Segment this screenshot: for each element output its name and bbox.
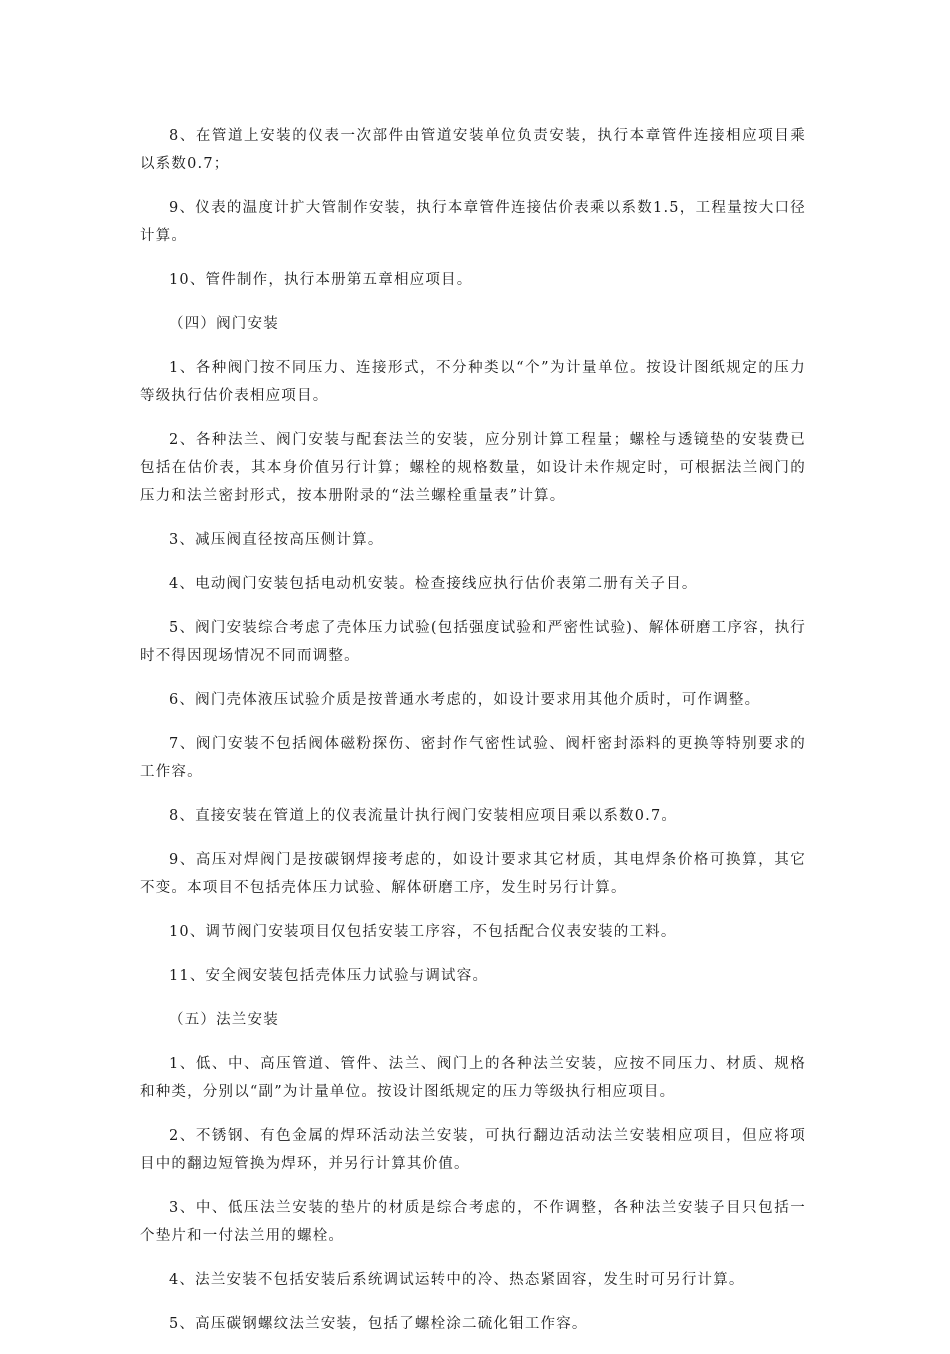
paragraph-5-1: 1、低、中、高压管道、管件、法兰、阀门上的各种法兰安装，应按不同压力、材质、规格和种类，分别以“副”为计量单位。按设计图纸规定的压力等级执行相应项目。 (140, 1056, 806, 1100)
paragraph-5-2: 2、不锈钢、有色金属的焊环活动法兰安装，可执行翻边活动法兰安装相应项目，但应将项目中的翻边短管换为焊环，并另行计算其价值。 (140, 1128, 806, 1172)
paragraph-4-11: 11、安全阀安装包括壳体压力试验与调试容。 (169, 968, 489, 984)
document-body (140, 122, 806, 1354)
paragraph-5-5: 5、高压碳钢螺纹法兰安装，包括了螺栓涂二硫化钼工作容。 (169, 1316, 588, 1332)
paragraph-4-10: 10、调节阀门安装项目仅包括安装工序容，不包括配合仪表安装的工料。 (169, 924, 677, 940)
section-heading-flange-installation: （五）法兰安装 (169, 1012, 279, 1028)
paragraph-4-7: 7、阀门安装不包括阀体磁粉探伤、密封作气密性试验、阀杆密封添料的更换等特别要求的工作容。 (140, 736, 806, 780)
paragraph-4-5: 5、阀门安装综合考虑了壳体压力试验(包括强度试验和严密性试验)、解体研磨工序容，执行时不得因现场情况不同而调整。 (140, 620, 806, 664)
paragraph-4-3: 3、减压阀直径按高压侧计算。 (169, 532, 384, 548)
paragraph-3-8: 8、在管道上安装的仪表一次部件由管道安装单位负责安装，执行本章管件连接相应项目乘以系数0.7； (140, 128, 806, 172)
paragraph-5-4: 4、法兰安装不包括安装后系统调试运转中的冷、热态紧固容，发生时可另行计算。 (169, 1272, 745, 1288)
paragraph-4-1: 1、各种阀门按不同压力、连接形式，不分种类以“个”为计量单位。按设计图纸规定的压力等级执行估价表相应项目。 (140, 360, 806, 404)
paragraph-4-2: 2、各种法兰、阀门安装与配套法兰的安装，应分别计算工程量；螺栓与透镜垫的安装费已包括在估价表，其本身价值另行计算；螺栓的规格数量，如设计未作规定时，可根据法兰阀门的压力和法兰密封形式，按本册附录的“法兰螺栓重量表”计算。 (140, 432, 806, 504)
paragraph-5-3: 3、中、低压法兰安装的垫片的材质是综合考虑的，不作调整，各种法兰安装子目只包括一个垫片和一付法兰用的螺栓。 (140, 1200, 806, 1244)
paragraph-4-8: 8、直接安装在管道上的仪表流量计执行阀门安装相应项目乘以系数0.7。 (169, 808, 678, 824)
paragraph-3-9: 9、仪表的温度计扩大管制作安装，执行本章管件连接估价表乘以系数1.5，工程量按大口径计算。 (140, 200, 806, 244)
paragraph-4-4: 4、电动阀门安装包括电动机安装。检查接线应执行估价表第二册有关子目。 (169, 576, 698, 592)
paragraph-4-6: 6、阀门壳体液压试验介质是按普通水考虑的，如设计要求用其他介质时，可作调整。 (169, 692, 761, 708)
paragraph-3-10: 10、管件制作，执行本册第五章相应项目。 (169, 272, 473, 288)
section-heading-valve-installation: （四）阀门安装 (169, 316, 279, 332)
paragraph-4-9: 9、高压对焊阀门是按碳钢焊接考虑的，如设计要求其它材质，其电焊条价格可换算，其它不变。本项目不包括壳体压力试验、解体研磨工序，发生时另行计算。 (140, 852, 806, 896)
